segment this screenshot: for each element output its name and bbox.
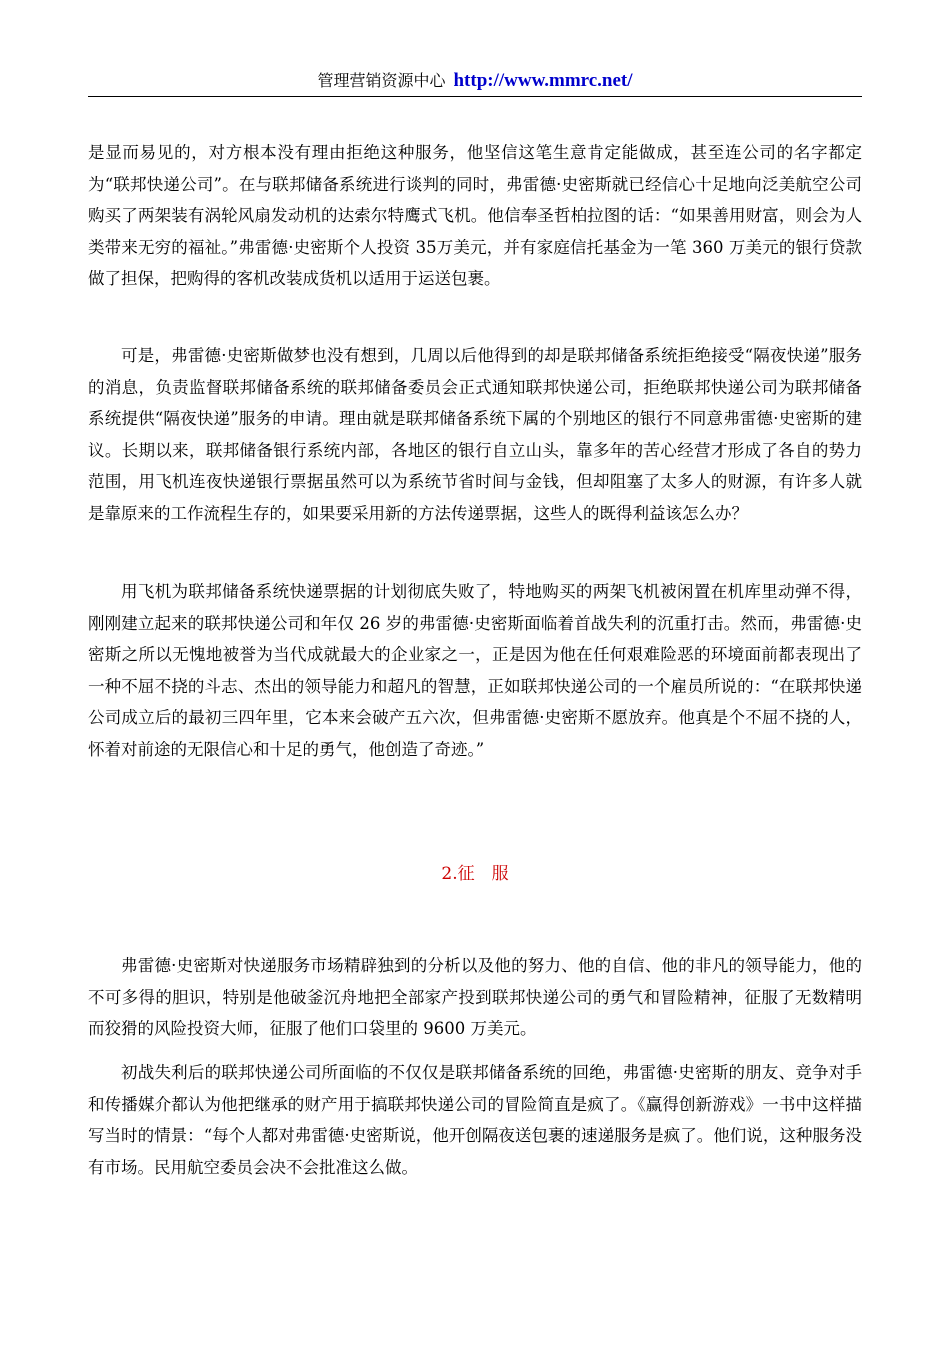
section-paragraph-1: 弗雷德·史密斯对快递服务市场精辟独到的分析以及他的努力、他的自信、他的非凡的领导能力，他的不可多得的胆识，特别是他破釜沉舟地把全部家产投到联邦快递公司的勇气和冒险精神，征服了无数精明而狡猾的风险投资大师，征服了他们口袋里的 9600 万美元。 (88, 956, 862, 1039)
section-heading: 2.征 服 (441, 864, 509, 884)
paragraph-2: 可是，弗雷德·史密斯做梦也没有想到，几周以后他得到的却是联邦储备系统拒绝接受“隔夜快递”服务的消息，负责监督联邦储备系统的联邦储备委员会正式通知联邦快递公司，拒绝联邦快递公司为联邦储备系统提供“隔夜快递”服务的申请。理由就是联邦储备系统下属的个别地区的银行不同意弗雷德·史密斯的建议。长期以来，联邦储备银行系统内部，各地区的银行自立山头，靠多年的苦心经营才形成了各自的势力范围，用飞机连夜快递银行票据虽然可以为系统节省时间与金钱，但却阻塞了太多人的财源，有许多人就是靠原来的工作流程生存的，如果要采用新的方法传递票据，这些人的既得利益该怎么办？ (88, 346, 862, 523)
page-header (88, 66, 862, 97)
paragraph-3: 用飞机为联邦储备系统快递票据的计划彻底失败了，特地购买的两架飞机被闲置在机库里动弹不得，刚刚建立起来的联邦快递公司和年仅 26 岁的弗雷德·史密斯面临着首战失利的沉重打击。然而，弗雷德·史密斯之所以无愧地被誉为当代成就最大的企业家之一，正是因为他在任何艰难险恶的环境面前都表现出了一种不屈不挠的斗志、杰出的领导能力和超凡的智慧，正如联邦快递公司的一个雇员所说的：“在联邦快递公司成立后的最初三四年里，它本来会破产五六次，但弗雷德·史密斯不愿放弃。他真是个不屈不挠的人，怀着对前途的无限信心和十足的勇气，他创造了奇迹。” (88, 582, 862, 759)
paragraph-1: 是显而易见的，对方根本没有理由拒绝这种服务，他坚信这笔生意肯定能做成，甚至连公司的名字都定为“联邦快递公司”。在与联邦储备系统进行谈判的同时，弗雷德·史密斯就已经信心十足地向泛美航空公司购买了两架装有涡轮风扇发动机的达索尔特鹰式飞机。他信奉圣哲柏拉图的话：“如果善用财富，则会为人类带来无穷的福祉。”弗雷德·史密斯个人投资 35万美元，并有家庭信托基金为一笔 360 万美元的银行贷款做了担保，把购得的客机改装成货机以适用于运送包裹。 (88, 143, 862, 289)
header-org-name: 管理营销资源中心 (317, 71, 446, 90)
header-url-link[interactable]: http://www.mmrc.net/ (453, 70, 633, 91)
section-paragraph-2: 初战失利后的联邦快递公司所面临的不仅仅是联邦储备系统的回绝，弗雷德·史密斯的朋友、竞争对手和传播媒介都认为他把继承的财产用于搞联邦快递公司的冒险简直是疯了。《赢得创新游戏》一书中这样描写当时的情景：“每个人都对弗雷德·史密斯说，他开创隔夜送包裹的速递服务是疯了。他们说，这种服务没有市场。民用航空委员会决不会批准这么做。 (88, 1063, 862, 1177)
